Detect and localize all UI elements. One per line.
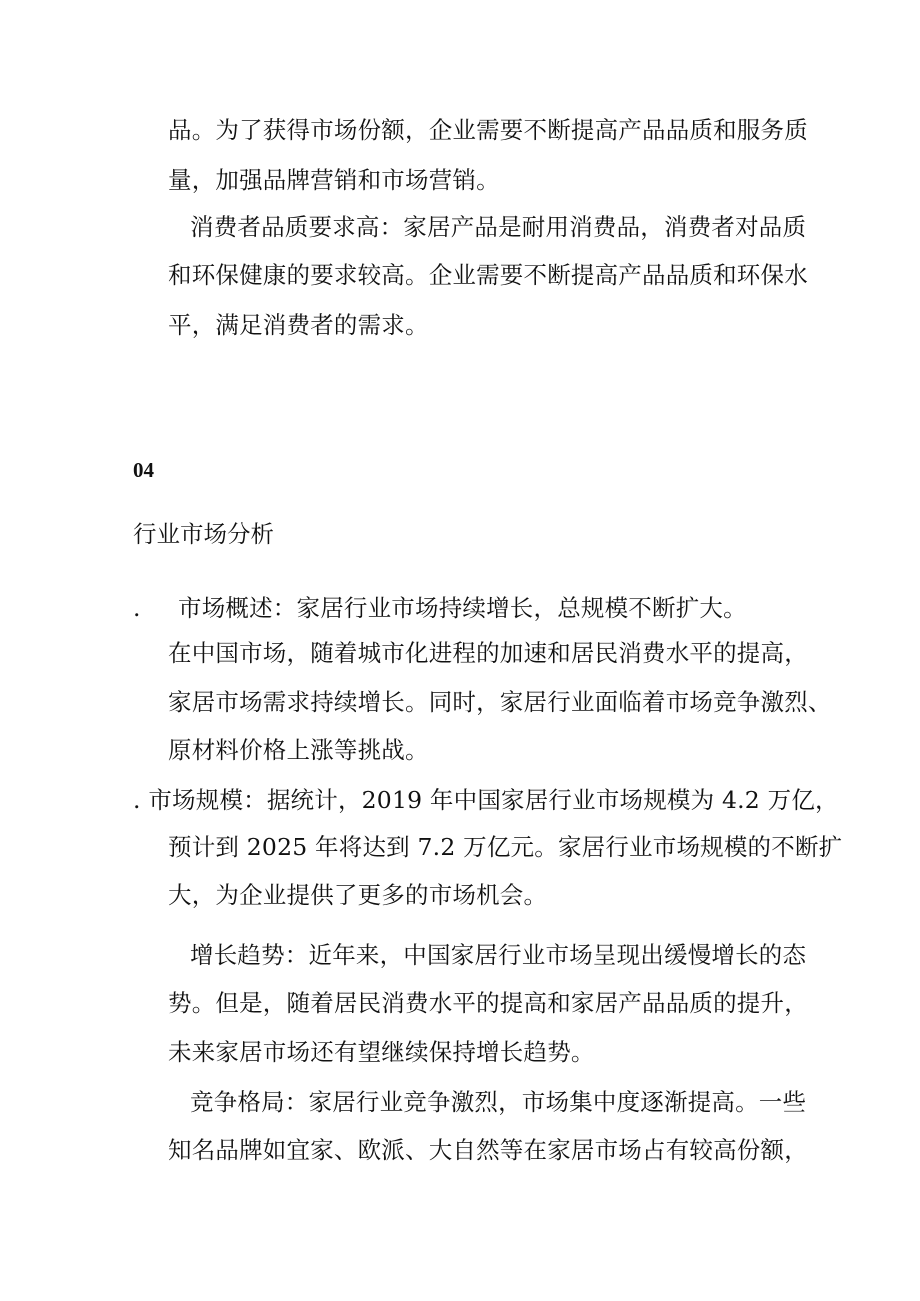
paragraph-line: 家居市场需求持续增长。同时，家居行业面临着市场竞争激烈、	[168, 688, 832, 716]
paragraph-line: 平，满足消费者的需求。	[168, 311, 429, 339]
paragraph-line: 增长趋势：近年来，中国家居行业市场呈现出缓慢增长的态	[190, 941, 807, 969]
section-title: 行业市场分析	[133, 520, 274, 548]
list-bullet: .	[133, 594, 141, 622]
paragraph-line: 和环保健康的要求较高。企业需要不断提高产品品质和环保水	[168, 261, 808, 289]
paragraph-line: 大，为企业提供了更多的市场机会。	[168, 881, 548, 909]
paragraph-line: 知名品牌如宜家、欧派、大自然等在家居市场占有较高份额，	[168, 1136, 808, 1164]
section-number: 04	[133, 458, 154, 482]
paragraph-line: 在中国市场，随着城市化进程的加速和居民消费水平的提高，	[168, 639, 808, 667]
paragraph-line: 市场概述：家居行业市场持续增长，总规模不断扩大。	[178, 594, 747, 622]
paragraph-line: 量，加强品牌营销和市场营销。	[168, 166, 500, 194]
paragraph-line: 竞争格局：家居行业竞争激烈，市场集中度逐渐提高。一些	[190, 1088, 807, 1116]
paragraph-line: 未来家居市场还有望继续保持增长趋势。	[168, 1038, 595, 1066]
paragraph-line: 消费者品质要求高：家居产品是耐用消费品，消费者对品质	[190, 213, 807, 241]
paragraph-line: 预计到 2025 年将达到 7.2 万亿元。家居行业市场规模的不断扩	[168, 833, 843, 861]
paragraph-line: . 市场规模：据统计，2019 年中国家居行业市场规模为 4.2 万亿，	[133, 786, 839, 814]
paragraph-line: 势。但是，随着居民消费水平的提高和家居产品品质的提升，	[168, 989, 808, 1017]
paragraph-line: 品。为了获得市场份额，企业需要不断提高产品品质和服务质	[168, 116, 808, 144]
paragraph-line: 原材料价格上涨等挑战。	[168, 736, 429, 764]
